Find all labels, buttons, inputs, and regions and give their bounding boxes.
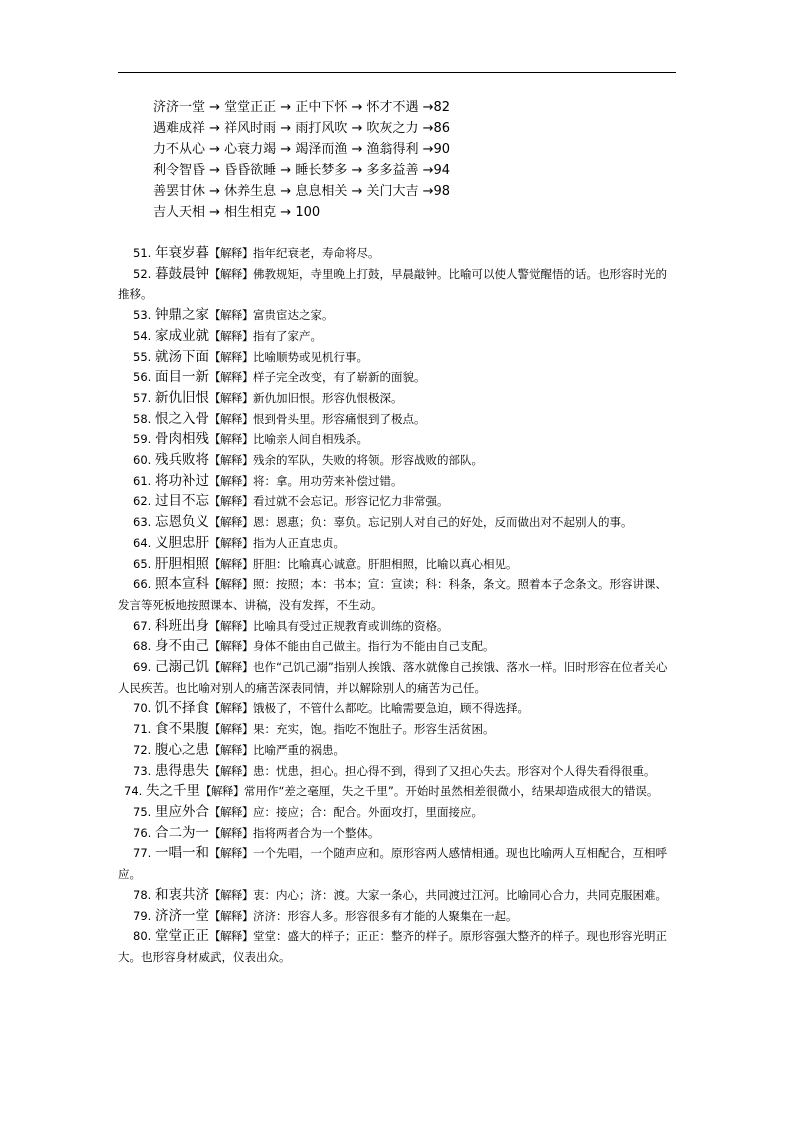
entry-number: 57. bbox=[133, 390, 152, 405]
explanation-tag: 【解释】 bbox=[208, 246, 253, 260]
explanation-tag: 【解释】 bbox=[208, 473, 253, 488]
idiom-term: 和衷共济 bbox=[154, 886, 209, 903]
idiom-entry bbox=[118, 429, 678, 450]
explanation-tag: 【解释】 bbox=[208, 411, 253, 426]
explanation-tag: 【解释】 bbox=[208, 887, 253, 902]
explanation-tag: 【解释】 bbox=[199, 784, 244, 799]
entry-number: 71. bbox=[133, 722, 152, 737]
explanation-text: 比喻顺势或见机行事。 bbox=[252, 349, 368, 364]
explanation-tag: 【解释】 bbox=[208, 701, 253, 716]
explanation-text: 佛教规矩，寺里晚上打鼓，早晨敲钟。比喻可以使人警觉醒悟的话。也形容时光的推移。 bbox=[118, 266, 667, 302]
explanation-tag: 【解释】 bbox=[208, 639, 253, 654]
idiom-term: 就汤下面 bbox=[154, 348, 209, 365]
idiom-entry bbox=[118, 491, 678, 512]
idiom-chain bbox=[153, 97, 450, 223]
entry-number: 67. bbox=[133, 618, 152, 633]
entry-number: 76. bbox=[133, 825, 152, 840]
idiom-term: 里应外合 bbox=[154, 803, 209, 820]
chain-line: 利令智昏 → 昏昏欲睡 → 睡长梦多 → 多多益善 →94 bbox=[153, 163, 451, 178]
entry-number: 80. bbox=[133, 929, 152, 944]
entry-number: 59. bbox=[133, 432, 152, 447]
explanation-text: 堂堂：盛大的样子；正正：整齐的样子。原形容强大整齐的样子。现也形容光明正大。也形容身材威武，仪表出众。 bbox=[118, 929, 667, 964]
idiom-term: 失之千里 bbox=[145, 783, 200, 800]
entry-number: 54. bbox=[133, 328, 152, 343]
explanation-tag: 【解释】 bbox=[208, 370, 253, 385]
entry-number: 75. bbox=[133, 804, 152, 819]
idiom-entry bbox=[118, 243, 678, 264]
idiom-term: 己溺己饥 bbox=[154, 659, 209, 676]
explanation-text: 衷：内心；济：渡。大家一条心，共同渡过江河。比喻同心合力，共同克服困难。 bbox=[252, 887, 667, 902]
explanation-text: 济济：形容人多。形容很多有才能的人聚集在一起。 bbox=[252, 908, 518, 923]
entry-number: 63. bbox=[133, 515, 152, 530]
explanation-tag: 【解释】 bbox=[208, 908, 253, 923]
idiom-term: 过目不忘 bbox=[154, 493, 209, 510]
explanation-text: 患：忧患，担心。担心得不到，得到了又担心失去。形容对个人得失看得很重。 bbox=[252, 763, 656, 778]
idiom-entry bbox=[118, 740, 678, 761]
entry-number: 73. bbox=[133, 763, 152, 778]
idiom-term: 患得患失 bbox=[154, 762, 209, 779]
idiom-entry bbox=[118, 906, 678, 927]
entry-number: 53. bbox=[133, 308, 152, 323]
chain-line: 善罢甘休 → 休养生息 → 息息相关 → 关门大吉 →98 bbox=[153, 184, 451, 199]
explanation-tag: 【解释】 bbox=[208, 929, 253, 944]
explanation-text: 也作“己饥己溺”指别人挨饿、落水就像自己挨饿、落水一样。旧时形容在位者关心人民疾苦。也比喻对别人的痛苦深表同情，并以解除别人的痛苦为己任。 bbox=[118, 660, 668, 695]
idiom-term: 将功补过 bbox=[154, 472, 209, 489]
explanation-text: 照：按照；本：书本；宣：宣读；科：科条，条文。照着本子念条文。形容讲课、发言等死板地按照课本、讲稿，没有发挥，不生动。 bbox=[118, 577, 667, 612]
idiom-term: 面目一新 bbox=[154, 369, 209, 386]
idiom-term: 恨之入骨 bbox=[154, 410, 209, 427]
idiom-term: 骨肉相残 bbox=[154, 431, 209, 448]
explanation-text: 常用作“差之毫厘，失之千里”。开始时虽然相差很微小，结果却造成很大的错误。 bbox=[243, 784, 659, 799]
explanation-tag: 【解释】 bbox=[208, 660, 253, 675]
idiom-entry bbox=[118, 471, 678, 492]
idiom-term: 新仇旧恨 bbox=[154, 389, 209, 406]
entry-number: 52. bbox=[133, 266, 152, 281]
explanation-text: 样子完全改变，有了崭新的面貌。 bbox=[252, 370, 426, 385]
idiom-entry bbox=[118, 326, 678, 347]
explanation-tag: 【解释】 bbox=[208, 494, 253, 509]
explanation-text: 应：接应；合：配合。外面攻打，里面接应。 bbox=[252, 804, 483, 819]
idiom-entry bbox=[118, 388, 678, 409]
explanation-text: 新仇加旧恨。形容仇恨极深。 bbox=[252, 390, 403, 405]
explanation-text: 比喻亲人间自相残杀。 bbox=[252, 432, 368, 447]
explanation-text: 饿极了，不管什么都吃。比喻需要急迫，顾不得选择。 bbox=[252, 701, 529, 716]
idiom-entry bbox=[118, 926, 678, 967]
explanation-text: 肝胆：比喻真心诚意。肝胆相照，比喻以真心相见。 bbox=[252, 556, 518, 571]
explanation-tag: 【解释】 bbox=[208, 308, 253, 323]
explanation-text: 比喻严重的祸患。 bbox=[252, 742, 345, 757]
entry-number: 51. bbox=[133, 246, 152, 260]
explanation-text: 指年纪衰老，寿命将尽。 bbox=[252, 246, 380, 260]
entry-number: 70. bbox=[133, 701, 152, 716]
idiom-entry bbox=[118, 823, 678, 844]
idiom-entry bbox=[118, 761, 678, 782]
explanation-tag: 【解释】 bbox=[208, 825, 253, 840]
idiom-term: 忘恩负义 bbox=[154, 514, 209, 531]
chain-line: 力不从心 → 心衰力竭 → 竭泽而渔 → 渔翁得利 →90 bbox=[153, 142, 451, 157]
entry-number: 79. bbox=[133, 908, 152, 923]
explanation-tag: 【解释】 bbox=[208, 453, 253, 468]
entry-number: 65. bbox=[133, 556, 152, 571]
idiom-term: 肝胆相照 bbox=[154, 555, 209, 572]
explanation-tag: 【解释】 bbox=[208, 390, 253, 405]
idiom-term: 残兵败将 bbox=[154, 452, 209, 469]
explanation-tag: 【解释】 bbox=[208, 804, 253, 819]
entry-number: 68. bbox=[133, 639, 152, 654]
idiom-entry bbox=[118, 719, 678, 740]
explanation-tag: 【解释】 bbox=[208, 535, 253, 550]
explanation-tag: 【解释】 bbox=[208, 266, 253, 281]
entry-number: 55. bbox=[133, 349, 152, 364]
idiom-term: 一唱一和 bbox=[154, 845, 209, 862]
idiom-entry bbox=[118, 636, 678, 657]
entry-number: 62. bbox=[133, 494, 152, 509]
idiom-term: 年衰岁暮 bbox=[154, 245, 209, 261]
idiom-term: 合二为一 bbox=[154, 824, 209, 841]
idiom-entry bbox=[118, 657, 678, 698]
explanation-text: 一个先唱，一个随声应和。原形容两人感情相通。现也比喻两人互相配合，互相呼应。 bbox=[118, 846, 667, 882]
idiom-term: 暮鼓晨钟 bbox=[154, 265, 209, 282]
explanation-tag: 【解释】 bbox=[208, 556, 253, 571]
idiom-entry bbox=[118, 574, 678, 615]
idiom-term: 家成业就 bbox=[154, 327, 209, 344]
entry-number: 61. bbox=[133, 473, 152, 488]
explanation-text: 恩：恩惠；负：辜负。忘记别人对自己的好处，反而做出对不起别人的事。 bbox=[252, 515, 633, 530]
explanation-tag: 【解释】 bbox=[208, 328, 253, 343]
idiom-term: 堂堂正正 bbox=[154, 928, 209, 945]
explanation-text: 果：充实，饱。指吃不饱肚子。形容生活贫困。 bbox=[252, 722, 495, 737]
idiom-entry bbox=[118, 802, 678, 823]
entry-number: 78. bbox=[133, 887, 152, 902]
idiom-entry bbox=[118, 450, 678, 471]
entry-number: 60. bbox=[133, 453, 152, 468]
explanation-text: 指将两者合为一个整体。 bbox=[252, 825, 380, 840]
idiom-entry bbox=[118, 885, 678, 906]
idiom-term: 饥不择食 bbox=[154, 700, 209, 717]
idiom-term: 济济一堂 bbox=[154, 907, 209, 924]
explanation-text: 恨到骨头里。形容痛恨到了极点。 bbox=[252, 411, 426, 426]
entry-number: 74. bbox=[124, 784, 143, 799]
idiom-entry-list bbox=[118, 243, 678, 968]
explanation-text: 将：拿。用功劳来补偿过错。 bbox=[252, 473, 403, 488]
idiom-entry bbox=[118, 512, 678, 533]
idiom-entry bbox=[118, 698, 678, 719]
header-rule bbox=[118, 72, 676, 73]
explanation-tag: 【解释】 bbox=[208, 515, 253, 530]
chain-line: 遇难成祥 → 祥风时雨 → 雨打风吹 → 吹灰之力 →86 bbox=[153, 121, 451, 136]
explanation-tag: 【解释】 bbox=[208, 618, 253, 633]
idiom-entry bbox=[118, 305, 678, 326]
entry-number: 72. bbox=[133, 742, 152, 757]
idiom-entry bbox=[118, 616, 678, 637]
chain-line: 济济一堂 → 堂堂正正 → 正中下怀 → 怀才不遇 →82 bbox=[153, 100, 451, 115]
entry-number: 77. bbox=[133, 846, 152, 861]
idiom-term: 腹心之患 bbox=[154, 741, 209, 758]
explanation-tag: 【解释】 bbox=[208, 432, 253, 447]
explanation-tag: 【解释】 bbox=[208, 577, 253, 592]
explanation-text: 富贵宦达之家。 bbox=[252, 308, 334, 323]
idiom-entry bbox=[118, 533, 678, 554]
idiom-entry bbox=[118, 554, 678, 575]
idiom-term: 科班出身 bbox=[154, 617, 209, 634]
idiom-term: 照本宣科 bbox=[154, 576, 209, 593]
explanation-tag: 【解释】 bbox=[208, 349, 253, 364]
idiom-term: 身不由己 bbox=[154, 638, 209, 655]
idiom-entry bbox=[118, 843, 678, 884]
explanation-tag: 【解释】 bbox=[208, 722, 253, 737]
entry-number: 66. bbox=[133, 577, 152, 592]
explanation-text: 身体不能由自己做主。指行为不能由自己支配。 bbox=[252, 639, 495, 654]
explanation-text: 比喻具有受过正规教育或训练的资格。 bbox=[252, 618, 449, 633]
explanation-tag: 【解释】 bbox=[208, 846, 253, 861]
idiom-term: 食不果腹 bbox=[154, 721, 209, 738]
idiom-entry bbox=[118, 781, 678, 802]
explanation-text: 指为人正直忠贞。 bbox=[252, 535, 345, 550]
entry-number: 64. bbox=[133, 535, 152, 550]
explanation-tag: 【解释】 bbox=[208, 742, 253, 757]
chain-line: 吉人天相 → 相生相克 → 100 bbox=[153, 205, 321, 220]
idiom-entry bbox=[118, 264, 678, 305]
explanation-text: 残余的军队，失败的将领。形容战败的部队。 bbox=[252, 453, 483, 468]
idiom-entry bbox=[118, 409, 678, 430]
explanation-tag: 【解释】 bbox=[208, 763, 253, 778]
entry-number: 56. bbox=[133, 370, 152, 385]
entry-number: 69. bbox=[133, 660, 152, 675]
idiom-entry bbox=[118, 367, 678, 388]
idiom-term: 钟鼎之家 bbox=[154, 307, 209, 324]
entry-number: 58. bbox=[133, 411, 152, 426]
idiom-entry bbox=[118, 347, 678, 368]
idiom-term: 义胆忠肝 bbox=[154, 534, 209, 551]
explanation-text: 看过就不会忘记。形容记忆力非常强。 bbox=[252, 494, 449, 509]
explanation-text: 指有了家产。 bbox=[252, 328, 322, 343]
